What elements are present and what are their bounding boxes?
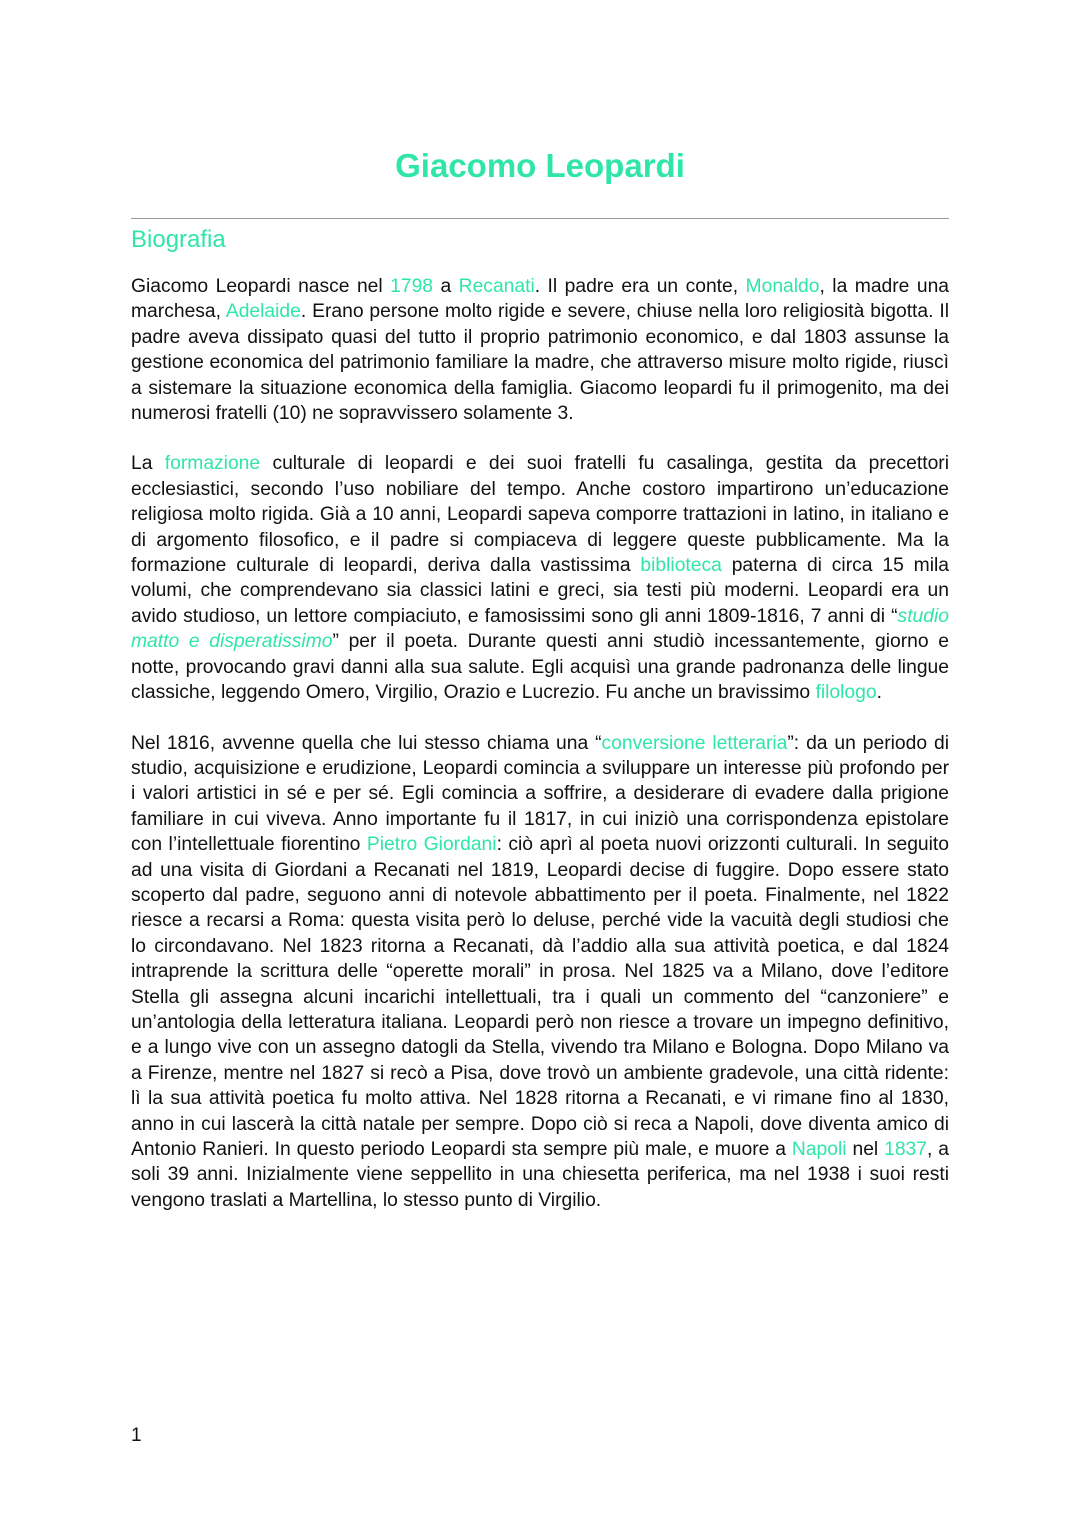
- highlighted-term: Pietro Giordani: [366, 834, 497, 856]
- page-number: 1: [131, 1425, 142, 1446]
- paragraph: Giacomo Leopardi nasce nel 1798 a Recanati. Il padre era un conte, Monaldo, la madre una marchesa, Adelaide. Erano persone molto rigide e severe, chiuse nella loro religiosità bigotta. Il padre aveva dissipato quasi del tutto il proprio patrimonio economico, e dal 1803 assunse la gestione economica del patrimonio familiare la madre, che attraverso misure molto rigide, riuscì a sistemare la situazione economica della famiglia. Giacomo leopardi fu il primogenito, ma dei numerosi fratelli (10) ne sopravvissero solamente 3.: [131, 276, 950, 425]
- paragraph: Nel 1816, avvenne quella che lui stesso chiama una “conversione letteraria”: da un periodo di studio, acquisizione e erudizione, Leopardi comincia a sviluppare un interesse più profondo per i valori artistici in sé e per sé. Egli comincia a soffrire, a desiderare di evadere dalla prigione familiare in cui viveva. Anno importante fu il 1817, in cui iniziò una corrispondenza epistolare con l’intellettuale fiorentino Pietro Giordani: ciò aprì al poeta nuovi orizzonti culturali. In seguito ad una visita di Giordani a Recanati nel 1819, Leopardi decise di fuggire. Dopo essere stato scoperto dal padre, seguono anni di notevole abbattimento per il poeta. Finalmente, nel 1822 riesce a recarsi a Roma: questa visita però lo deluse, perché vide la vacuità degli studiosi che lo circondavano. Nel 1823 ritorna a Recanati, dà l’addio alla sua attività poetica, e dal 1824 intraprende la scrittura delle “operette morali” in prosa. Nel 1825 va a Milano, dove l’editore Stella gli assegna alcuni incarichi intellettuali, tra i quali un commento del “canzoniere” e un’antologia della letteratura italiana. Leopardi però non riesce a trovare un impegno definitivo, e a lungo vive con un assegno datogli da Stella, vivendo tra Milano e Bologna. Dopo Milano va a Firenze, mentre nel 1827 si recò a Pisa, dove trovò un ambiente gradevole, una città ridente: lì la sua attività poetica fu molto attiva. Nel 1828 ritorna a Recanati, e vi rimane fino al 1830, anno in cui lascerà la città natale per sempre. Dopo ciò si reca a Napoli, dove diventa amico di Antonio Ranieri. In questo periodo Leopardi sta sempre più male, e muore a Napoli nel 1837, a soli 39 anni. Inizialmente viene seppellito in una chiesetta periferica, ma nel 1938 i suoi resti vengono traslati a Martellina, lo stesso punto di Virgilio.: [131, 732, 950, 1211]
- page-title: Giacomo Leopardi: [395, 147, 685, 184]
- highlighted-term: Monaldo: [745, 276, 820, 297]
- highlighted-term: studio matto e disperatissimo: [131, 605, 949, 653]
- section-heading: Biografia: [131, 226, 226, 253]
- paragraph: La formazione culturale di leopardi e dei suoi fratelli fu casalinga, gestita da precettori ecclesiastici, secondo l’uso nobiliare del tempo. Anche costoro impartirono un’educazione religiosa molto rigida. Già a 10 anni, Leopardi sapeva comporre trattazioni in latino, in italiano e di argomento filosofico, e il padre si compiaceva di leggere queste pubblicamente. Ma la formazione culturale di leopardi, deriva dalla vastissima biblioteca paterna di circa 15 mila volumi, che comprendevano sia classici latini e greci, sia testi più moderni. Leopardi era un avido studioso, un lettore compiaciuto, e famosissimi sono gli anni 1809-1816, 7 anni di “studio matto e disperatissimo” per il poeta. Durante questi anni studiò incessantemente, giorno e notte, provocando gravi danni alla sua salute. Egli acquisì una grande padronanza delle lingue classiche, leggendo Omero, Virgilio, Orazio e Lucrezio. Fu anche un bravissimo filologo.: [131, 453, 949, 704]
- title-divider: [131, 218, 949, 219]
- highlighted-term: biblioteca: [640, 555, 722, 577]
- highlighted-term: Recanati: [458, 276, 535, 297]
- highlighted-term: formazione: [164, 453, 261, 475]
- highlighted-term: 1798: [390, 276, 434, 297]
- highlighted-term: filologo: [815, 682, 877, 704]
- highlighted-term: 1837: [884, 1139, 928, 1160]
- body-text: [131, 274, 949, 1238]
- highlighted-term: conversione letteraria: [601, 732, 788, 754]
- highlighted-term: Napoli: [791, 1139, 847, 1160]
- highlighted-term: Adelaide: [225, 301, 301, 323]
